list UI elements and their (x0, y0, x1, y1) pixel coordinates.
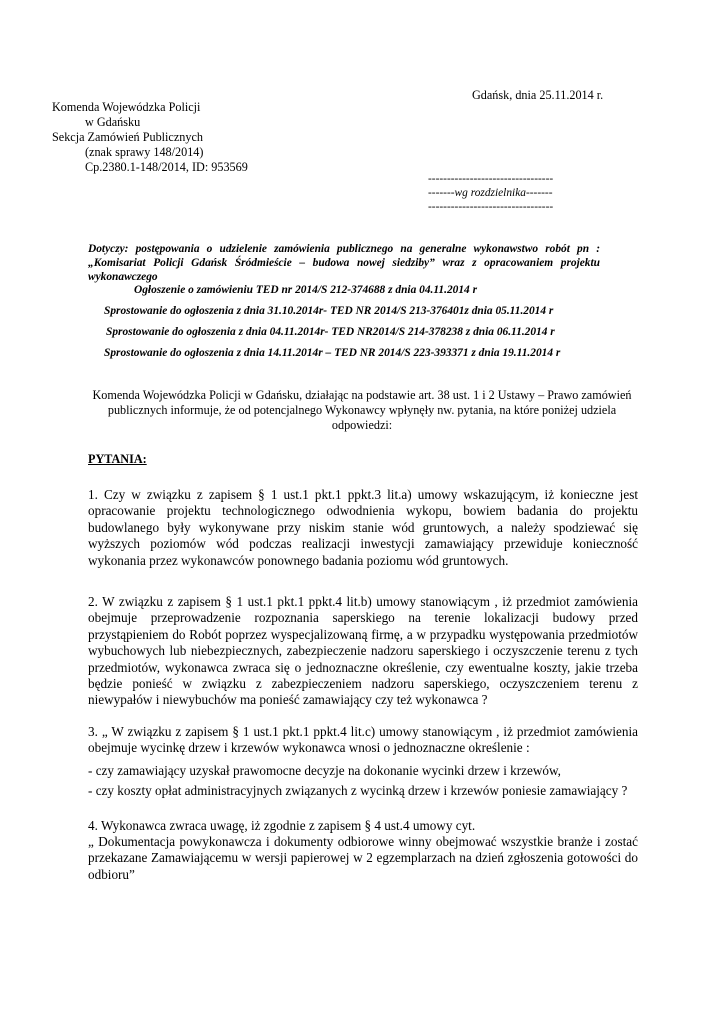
recipient-label: -------wg rozdzielnika------- (428, 187, 553, 199)
notice-correction-1: Sprostowanie do ogłoszenia z dnia 31.10.2014r- TED NR 2014/S 213-376401z dnia 05.11.2014 r (104, 305, 554, 317)
intro-line-1: Komenda Wojewódzka Policji w Gdańsku, działając na podstawie art. 38 ust. 1 i 2 Ustawy – Prawo zamówień (92, 388, 632, 402)
question-1: 1. Czy w związku z zapisem § 1 ust.1 pkt.1 ppkt.3 lit.a) umowy wskazującym, iż konieczne jest opracowanie projektu technologicznego odwodnienia wykopu, bowiem badania do projektu budowlanego były wykonywane przy niskim stanie wód gruntowych, a należy spodziewać się wyższych poziomów wód podczas realizacji inwestycji zamawiający przewiduje konieczność wykonania przez wykonawców ponownego badania poziomu wód gruntowych. (88, 487, 638, 568)
question-4-quote: „ Dokumentacja powykonawcza i dokumenty odbiorowe winny obejmować wszystkie branże i zostać przekazane Zamawiającemu w wersji papierowej w 2 egzemplarzach na dzień zgłoszenia gotowości do odbioru” (88, 834, 638, 882)
sender-name: Komenda Wojewódzka Policji (52, 100, 201, 114)
question-3-bullet-2: - czy koszty opłat administracyjnych związanych z wycinką drzew i krzewów poniesie zamawiający ? (88, 783, 628, 798)
section-title: PYTANIA: (88, 452, 147, 466)
notice-correction-2: Sprostowanie do ogłoszenia z dnia 04.11.2014r- TED NR2014/S 214-378238 z dnia 06.11.2014 r (106, 326, 555, 338)
intro-line-3: odpowiedzi: (331, 418, 393, 432)
notice-original: Ogłoszenie o zamówieniu TED nr 2014/S 212-374688 z dnia 04.11.2014 r (134, 284, 478, 296)
intro-line-2: publicznych informuje, że od potencjalnego Wykonawcy wpłynęły nw. pytania, na które poniżej udziela (107, 403, 617, 417)
reference-id: Cp.2380.1-148/2014, ID: 953569 (85, 160, 248, 174)
case-number: (znak sprawy 148/2014) (85, 145, 204, 159)
question-3-intro: 3. „ W związku z zapisem § 1 ust.1 pkt.1 ppkt.4 lit.c) umowy stanowiącym , iż przedmiot zamówienia obejmuje wycinkę drzew i krzewów wykonawca wnosi o jednoznaczne określenie : (88, 724, 638, 756)
question-3-bullet-1: - czy zamawiający uzyskał prawomocne decyzje na dokonanie wycinki drzew i krzewów, (88, 763, 561, 778)
question-2: 2. W związku z zapisem § 1 ust.1 pkt.1 ppkt.4 lit.b) umowy stanowiącym , iż przedmiot zamówienia obejmuje przeprowadzenie rozpoznania saperskiego na terenie lokalizacji budowy przed przystąpieniem do Robót poprzez wyspecjalizowaną firmę, a w przypadku występowania przedmiotów wybuchowych lub niebezpiecznych, zabezpieczenie nadzoru saperskiego i oczyszczenie terenu z tych przedmiotów, wykonawca zwraca się o jednoznaczne określenie, czy ewentualne koszty, jakie trzeba będzie ponieść w związku z zabezpieczeniem nadzoru saperskiego, oczyszczeniem terenu z niewypałów i niewybuchów ma ponieść zamawiający czy też wykonawca ? (88, 594, 638, 708)
question-4-lead: 4. Wykonawca zwraca uwagę, iż zgodnie z zapisem § 4 ust.4 umowy cyt. (88, 818, 476, 833)
recipient-dash-bottom: --------------------------------- (428, 201, 554, 213)
recipient-dash-top: --------------------------------- (428, 173, 554, 185)
place-date: Gdańsk, dnia 25.11.2014 r. (472, 88, 604, 102)
sender-section: Sekcja Zamówień Publicznych (52, 130, 203, 144)
sender-city: w Gdańsku (85, 115, 141, 129)
notice-correction-3: Sprostowanie do ogłoszenia z dnia 14.11.2014r – TED NR 2014/S 223-393371 z dnia 19.11.2014 r (104, 347, 561, 359)
subject-text: Dotyczy: postępowania o udzielenie zamówienia publicznego na generalne wykonawstwo robót pn : „Komisariat Policji Gdańsk Śródmieście – budowa nowej siedziby” wraz z opracowaniem projektu wykonawczego (88, 243, 600, 283)
